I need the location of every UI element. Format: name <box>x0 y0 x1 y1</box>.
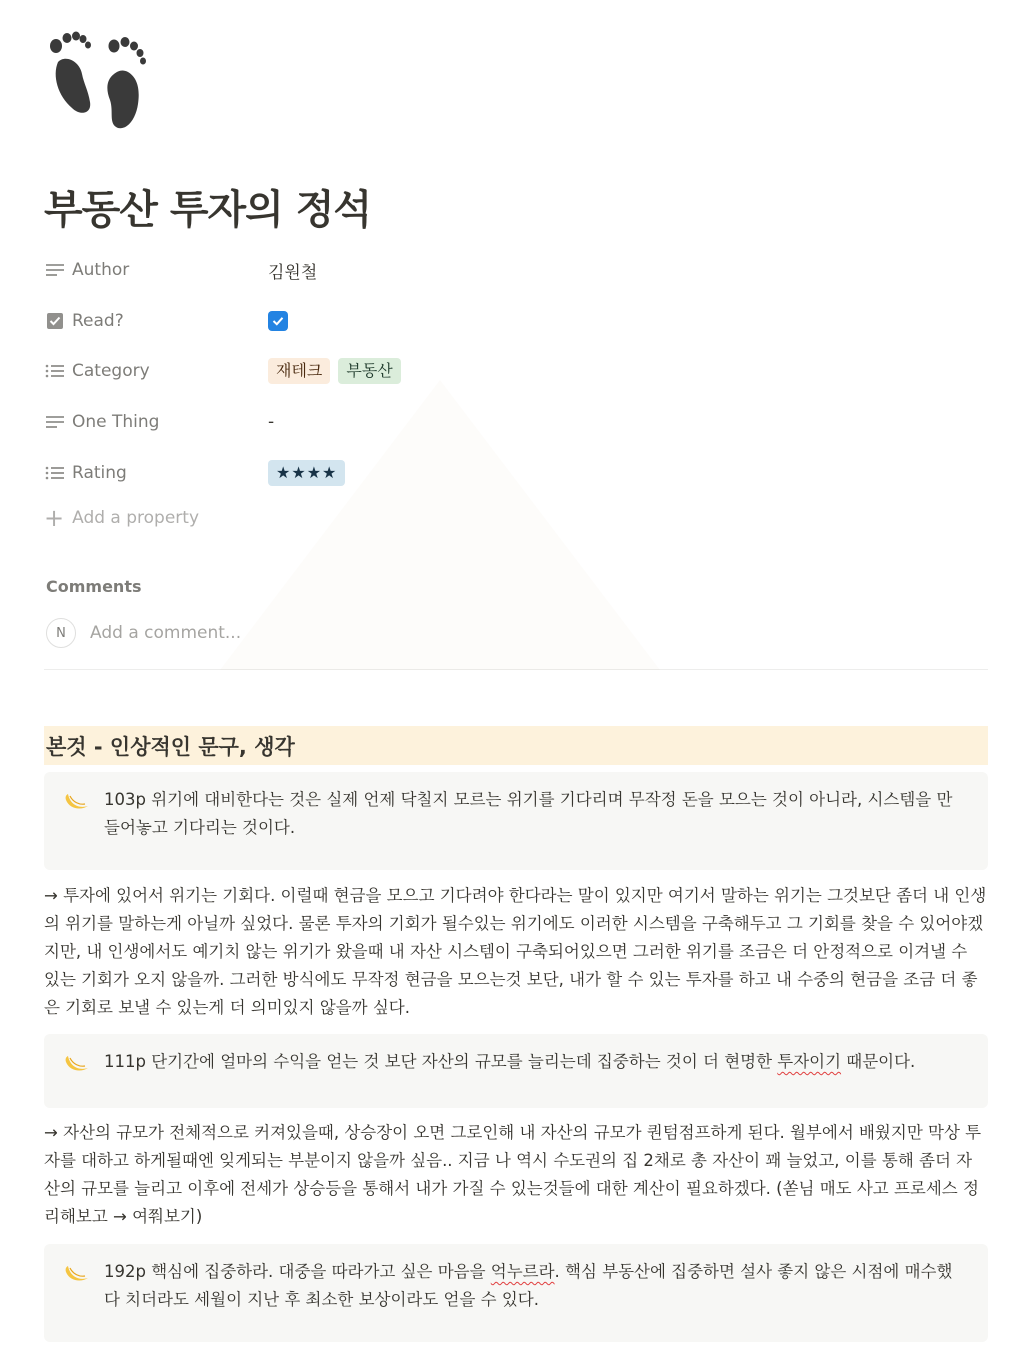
property-label: One Thing <box>72 412 160 432</box>
text-lines-icon <box>44 411 66 433</box>
one-thing-value: - <box>268 412 275 432</box>
property-label: Category <box>72 361 150 381</box>
read-checkbox[interactable] <box>268 311 288 331</box>
spellcheck-word[interactable]: 투자이기 <box>777 1052 842 1071</box>
crescent-moon-icon <box>64 1050 92 1074</box>
section-heading[interactable] <box>44 726 988 765</box>
divider <box>44 669 988 670</box>
property-name-read[interactable] <box>44 310 268 332</box>
avatar: N <box>46 618 76 648</box>
list-icon <box>44 462 66 484</box>
property-label: Read? <box>72 311 124 331</box>
property-name-category[interactable] <box>44 360 268 382</box>
crescent-moon-icon <box>64 788 92 812</box>
text-lines-icon <box>44 259 66 281</box>
callout-text <box>104 1048 915 1092</box>
add-property-label: Add a property <box>72 508 200 528</box>
property-label: Author <box>72 260 130 280</box>
category-tag[interactable]: 재테크 <box>268 358 330 384</box>
callout-text-part: 111p 단기간에 얼마의 수익을 얻는 것 보단 자산의 규모를 늘리는데 집중하는 것이 더 현명한 <box>104 1052 778 1071</box>
comments-heading: Comments <box>46 577 142 596</box>
rating-tag[interactable]: ★★★★ <box>268 460 345 486</box>
section-heading-text: 본것 - 인상적인 문구, 생각 <box>46 734 295 759</box>
category-tag[interactable]: 부동산 <box>338 358 400 384</box>
spellcheck-word[interactable]: 억누르라 <box>490 1262 555 1281</box>
property-value-rating[interactable] <box>268 460 345 486</box>
property-label: Rating <box>72 463 127 483</box>
callout-text-part: . 핵심 부동산에 집중하면 설사 좋지 않은 시점에 매수했다 치더라도 세월이 지난 후 최소한 보상이라도 얻을 수 있다. <box>104 1262 953 1309</box>
callout-block[interactable] <box>44 1034 988 1108</box>
callout-block[interactable] <box>44 1244 988 1342</box>
callout-text-part: 192p 핵심에 집중하라. 대중을 따라가고 싶은 마음을 <box>104 1262 491 1281</box>
property-name-author[interactable] <box>44 259 268 281</box>
property-value-read <box>268 311 288 331</box>
page-title[interactable]: 부동산 투자의 정석 <box>44 187 371 233</box>
property-author <box>44 253 984 287</box>
property-value-author[interactable] <box>268 258 317 283</box>
callout-text-part: 때문이다. <box>841 1052 916 1071</box>
comment-input-row[interactable] <box>46 618 241 648</box>
property-value-category[interactable] <box>268 358 401 384</box>
footprints-icon[interactable] <box>44 24 148 132</box>
property-one-thing <box>44 405 984 439</box>
list-icon <box>44 360 66 382</box>
property-name-rating[interactable] <box>44 462 268 484</box>
plus-icon: + <box>44 504 65 532</box>
author-value: 김원철 <box>268 262 318 283</box>
property-read <box>44 304 984 338</box>
paragraph[interactable]: → 자산의 규모가 전체적으로 커져있을때, 상승장이 오면 그로인해 내 자산의 규모가 퀀텀점프하게 된다. 월부에서 배웠지만 막상 투자를 대하고 하게될때엔 잊게되는 부분이지 않을까 싶음.. 지금 나 역시 수도권의 집 2채로 총 자산이 꽤 늘었고, 이를 통해 좀더 자산의 규모를 늘리고 이후에 전세가 상승등을 통해서 내가 가질 수 있는것들에 대한 계산이 필요하겠다. (쏟님 매도 사고 프로세스 정리해보고 → 여쭤보기) <box>44 1123 982 1226</box>
crescent-moon-icon <box>64 1260 92 1284</box>
comment-input[interactable]: Add a comment... <box>90 623 242 643</box>
callout-text: 103p 위기에 대비한다는 것은 실제 언제 닥칠지 모르는 위기를 기다리며 무작정 돈을 모으는 것이 아니라, 시스템을 만들어놓고 기다리는 것이다. <box>104 790 953 837</box>
callout-block[interactable] <box>44 772 988 870</box>
property-rating <box>44 456 984 490</box>
property-value-one-thing[interactable] <box>268 412 274 432</box>
checkbox-property-icon <box>44 310 66 332</box>
property-name-one-thing[interactable] <box>44 411 268 433</box>
add-property-button[interactable] <box>44 504 200 532</box>
callout-text <box>104 1258 968 1326</box>
property-category <box>44 354 984 388</box>
paragraph[interactable]: → 투자에 있어서 위기는 기회다. 이럴때 현금을 모으고 기다려야 한다라는 말이 있지만 여기서 말하는 위기는 그것보단 좀더 내 인생의 위기를 말하는게 아닐까 싶었다. 물론 투자의 기회가 될수있는 위기에도 이러한 시스템을 구축해두고 그 기회를 찾을 수 있어야겠지만, 내 인생에서도 예기치 않는 위기가 왔을때 내 자산 시스템이 구축되어있으면 그러한 위기를 조금은 더 안정적으로 이겨낼 수 있는 기회가 오지 않을까. 그러한 방식에도 무작정 현금을 모으는것 보단, 내가 할 수 있는 투자를 하고 내 수중의 현금을 조금 더 좋은 기회로 보낼 수 있는게 더 의미있지 않을까 싶다. <box>44 886 987 1017</box>
